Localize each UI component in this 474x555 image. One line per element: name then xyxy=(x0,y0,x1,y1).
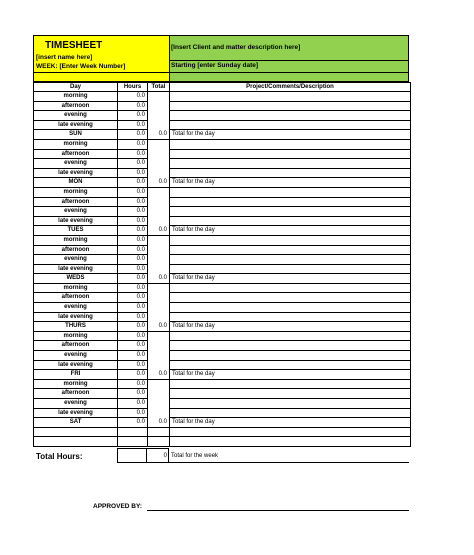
period-row xyxy=(34,139,411,149)
total-cell xyxy=(148,207,170,217)
day-total-row xyxy=(34,370,411,380)
blank-row xyxy=(34,427,411,437)
total-cell xyxy=(148,303,170,313)
day-name: THURS xyxy=(34,322,118,332)
total-cell xyxy=(148,283,170,293)
day-total-row xyxy=(34,226,411,236)
period-row xyxy=(34,159,411,169)
day-total-row xyxy=(34,274,411,284)
description-cell[interactable] xyxy=(170,399,411,409)
period-label: late evening xyxy=(34,264,118,274)
day-hours-cell[interactable]: 0.0 xyxy=(118,226,148,236)
employee-name-field[interactable]: [insert name here] xyxy=(36,54,93,61)
description-cell[interactable] xyxy=(170,389,411,399)
period-label: morning xyxy=(34,235,118,245)
description-cell[interactable] xyxy=(170,245,411,255)
period-row xyxy=(34,149,411,159)
start-date-field[interactable]: Starting [enter Sunday date] xyxy=(171,62,259,69)
period-label: afternoon xyxy=(34,245,118,255)
hours-cell[interactable]: 0.0 xyxy=(118,341,148,351)
hours-cell[interactable]: 0.0 xyxy=(118,303,148,313)
blank-cell[interactable] xyxy=(170,427,411,437)
day-total-row xyxy=(34,178,411,188)
blank-cell[interactable] xyxy=(148,427,170,437)
period-row xyxy=(34,235,411,245)
period-row xyxy=(34,197,411,207)
total-cell xyxy=(148,312,170,322)
column-header-hours: Hours xyxy=(118,83,148,92)
day-hours-cell[interactable]: 0.0 xyxy=(118,274,148,284)
column-header-project: Project/Comments/Description xyxy=(170,83,411,92)
period-label: evening xyxy=(34,159,118,169)
hours-cell[interactable]: 0.0 xyxy=(118,111,148,121)
total-cell xyxy=(148,139,170,149)
period-row xyxy=(34,168,411,178)
hours-cell[interactable]: 0.0 xyxy=(118,389,148,399)
period-label: late evening xyxy=(34,120,118,130)
column-header-day: Day xyxy=(34,83,118,92)
description-cell[interactable] xyxy=(170,197,411,207)
description-cell[interactable] xyxy=(170,207,411,217)
hours-cell[interactable]: 0.0 xyxy=(118,197,148,207)
description-cell[interactable] xyxy=(170,331,411,341)
hours-cell[interactable]: 0.0 xyxy=(118,207,148,217)
blank-row xyxy=(34,437,411,447)
period-label: morning xyxy=(34,187,118,197)
hours-cell[interactable]: 0.0 xyxy=(118,331,148,341)
period-label: morning xyxy=(34,139,118,149)
period-row xyxy=(34,101,411,111)
period-label: morning xyxy=(34,379,118,389)
period-label: afternoon xyxy=(34,149,118,159)
period-label: afternoon xyxy=(34,341,118,351)
day-hours-cell[interactable]: 0.0 xyxy=(118,130,148,140)
table-header-row xyxy=(34,83,411,92)
day-total-label: Total for the day xyxy=(170,418,411,428)
approval-signature-line[interactable] xyxy=(147,510,409,511)
description-cell[interactable] xyxy=(170,159,411,169)
divider xyxy=(169,462,409,463)
total-cell xyxy=(148,341,170,351)
total-cell xyxy=(148,101,170,111)
period-row xyxy=(34,341,411,351)
week-number-field[interactable]: WEEK: [Enter Week Number] xyxy=(36,63,126,70)
hours-cell[interactable]: 0.0 xyxy=(118,92,148,102)
total-cell xyxy=(148,187,170,197)
total-cell xyxy=(148,197,170,207)
period-row xyxy=(34,216,411,226)
period-label: evening xyxy=(34,303,118,313)
period-row xyxy=(34,92,411,102)
description-cell[interactable] xyxy=(170,216,411,226)
blank-cell[interactable] xyxy=(148,437,170,447)
client-description-field[interactable]: [Insert Client and matter description here] xyxy=(171,44,301,51)
hours-cell[interactable]: 0.0 xyxy=(118,159,148,169)
period-label: evening xyxy=(34,399,118,409)
hours-cell[interactable]: 0.0 xyxy=(118,351,148,361)
description-cell[interactable] xyxy=(170,293,411,303)
total-cell xyxy=(148,216,170,226)
hours-cell[interactable]: 0.0 xyxy=(118,264,148,274)
period-label: late evening xyxy=(34,312,118,322)
hours-cell[interactable]: 0.0 xyxy=(118,139,148,149)
period-label: evening xyxy=(34,351,118,361)
hours-cell[interactable]: 0.0 xyxy=(118,255,148,265)
hours-cell[interactable]: 0.0 xyxy=(118,245,148,255)
period-row xyxy=(34,255,411,265)
day-total-label: Total for the day xyxy=(170,322,411,332)
description-cell[interactable] xyxy=(170,92,411,102)
day-total-label: Total for the day xyxy=(170,274,411,284)
total-cell xyxy=(148,379,170,389)
hours-cell[interactable]: 0.0 xyxy=(118,168,148,178)
day-total-label: Total for the day xyxy=(170,130,411,140)
total-cell xyxy=(148,92,170,102)
approved-by-label: APPROVED BY: xyxy=(93,503,142,510)
period-row xyxy=(34,264,411,274)
period-label: morning xyxy=(34,92,118,102)
total-cell xyxy=(148,331,170,341)
total-cell xyxy=(148,389,170,399)
period-row xyxy=(34,207,411,217)
period-row xyxy=(34,245,411,255)
total-cell xyxy=(148,111,170,121)
day-total-value: 0.0 xyxy=(148,130,170,140)
hours-cell[interactable]: 0.0 xyxy=(118,120,148,130)
period-label: evening xyxy=(34,207,118,217)
day-total-value: 0.0 xyxy=(148,274,170,284)
client-header-box xyxy=(169,35,409,82)
day-total-row xyxy=(34,130,411,140)
total-cell xyxy=(148,149,170,159)
period-label: afternoon xyxy=(34,101,118,111)
hours-cell[interactable]: 0.0 xyxy=(118,101,148,111)
blank-cell[interactable] xyxy=(34,437,118,447)
day-total-value: 0.0 xyxy=(148,178,170,188)
period-row xyxy=(34,408,411,418)
hours-cell[interactable]: 0.0 xyxy=(118,379,148,389)
total-cell xyxy=(148,293,170,303)
hours-cell[interactable]: 0.0 xyxy=(118,283,148,293)
period-row xyxy=(34,120,411,130)
total-cell xyxy=(148,351,170,361)
page-title: TIMESHEET xyxy=(45,40,103,51)
day-name: WEDS xyxy=(34,274,118,284)
week-total-value: 0 xyxy=(163,453,167,459)
total-cell xyxy=(148,168,170,178)
period-row xyxy=(34,187,411,197)
column-header-total: Total xyxy=(148,83,170,92)
divider xyxy=(33,72,170,73)
hours-cell[interactable]: 0.0 xyxy=(118,312,148,322)
description-cell[interactable] xyxy=(170,187,411,197)
total-cell xyxy=(148,120,170,130)
period-row xyxy=(34,360,411,370)
description-cell[interactable] xyxy=(170,120,411,130)
description-cell[interactable] xyxy=(170,111,411,121)
total-cell xyxy=(148,408,170,418)
description-cell[interactable] xyxy=(170,360,411,370)
description-cell[interactable] xyxy=(170,312,411,322)
description-cell[interactable] xyxy=(170,351,411,361)
period-row xyxy=(34,283,411,293)
period-label: afternoon xyxy=(34,197,118,207)
description-cell[interactable] xyxy=(170,283,411,293)
period-label: late evening xyxy=(34,408,118,418)
description-cell[interactable] xyxy=(170,168,411,178)
period-row xyxy=(34,351,411,361)
timesheet-table xyxy=(33,82,411,447)
total-hours-cell[interactable] xyxy=(117,448,147,463)
day-total-row xyxy=(34,322,411,332)
period-label: late evening xyxy=(34,360,118,370)
day-total-value: 0.0 xyxy=(148,322,170,332)
total-cell xyxy=(148,159,170,169)
timesheet-body xyxy=(34,92,411,447)
day-name: SUN xyxy=(34,130,118,140)
day-total-label: Total for the day xyxy=(170,370,411,380)
description-cell[interactable] xyxy=(170,264,411,274)
period-row xyxy=(34,389,411,399)
hours-cell[interactable]: 0.0 xyxy=(118,360,148,370)
blank-cell[interactable] xyxy=(34,427,118,437)
total-cell xyxy=(148,360,170,370)
day-name: TUES xyxy=(34,226,118,236)
blank-cell[interactable] xyxy=(170,437,411,447)
blank-cell[interactable] xyxy=(118,437,148,447)
day-total-value: 0.0 xyxy=(148,370,170,380)
period-row xyxy=(34,312,411,322)
total-cell xyxy=(148,399,170,409)
divider xyxy=(169,60,409,61)
hours-cell[interactable]: 0.0 xyxy=(118,216,148,226)
description-cell[interactable] xyxy=(170,149,411,159)
period-label: morning xyxy=(34,331,118,341)
period-row xyxy=(34,331,411,341)
period-row xyxy=(34,399,411,409)
day-total-label: Total for the day xyxy=(170,178,411,188)
hours-cell[interactable]: 0.0 xyxy=(118,149,148,159)
description-cell[interactable] xyxy=(170,139,411,149)
day-name: SAT xyxy=(34,418,118,428)
day-hours-cell[interactable]: 0.0 xyxy=(118,370,148,380)
hours-cell[interactable]: 0.0 xyxy=(118,293,148,303)
period-label: late evening xyxy=(34,168,118,178)
description-cell[interactable] xyxy=(170,303,411,313)
total-cell xyxy=(148,245,170,255)
hours-cell[interactable]: 0.0 xyxy=(118,399,148,409)
period-label: afternoon xyxy=(34,293,118,303)
day-total-value: 0.0 xyxy=(148,226,170,236)
day-name: MON xyxy=(34,178,118,188)
description-cell[interactable] xyxy=(170,255,411,265)
day-hours-cell[interactable]: 0.0 xyxy=(118,418,148,428)
total-cell xyxy=(148,255,170,265)
blank-cell[interactable] xyxy=(118,427,148,437)
description-cell[interactable] xyxy=(170,235,411,245)
period-label: morning xyxy=(34,283,118,293)
description-cell[interactable] xyxy=(170,101,411,111)
total-cell xyxy=(148,235,170,245)
description-cell[interactable] xyxy=(170,379,411,389)
day-name: FRI xyxy=(34,370,118,380)
period-row xyxy=(34,379,411,389)
description-cell[interactable] xyxy=(170,408,411,418)
period-label: afternoon xyxy=(34,389,118,399)
day-total-row xyxy=(34,418,411,428)
period-row xyxy=(34,111,411,121)
total-hours-label: Total Hours: xyxy=(36,452,83,461)
day-total-label: Total for the day xyxy=(170,226,411,236)
week-total-label: Total for the week xyxy=(171,453,219,459)
hours-cell[interactable]: 0.0 xyxy=(118,187,148,197)
day-hours-cell[interactable]: 0.0 xyxy=(118,178,148,188)
period-row xyxy=(34,303,411,313)
total-cell xyxy=(148,264,170,274)
period-label: evening xyxy=(34,111,118,121)
hours-cell[interactable]: 0.0 xyxy=(118,235,148,245)
day-total-value: 0.0 xyxy=(148,418,170,428)
day-hours-cell[interactable]: 0.0 xyxy=(118,322,148,332)
description-cell[interactable] xyxy=(170,341,411,351)
hours-cell[interactable]: 0.0 xyxy=(118,408,148,418)
period-label: evening xyxy=(34,255,118,265)
divider xyxy=(169,72,409,73)
period-row xyxy=(34,293,411,303)
period-label: late evening xyxy=(34,216,118,226)
